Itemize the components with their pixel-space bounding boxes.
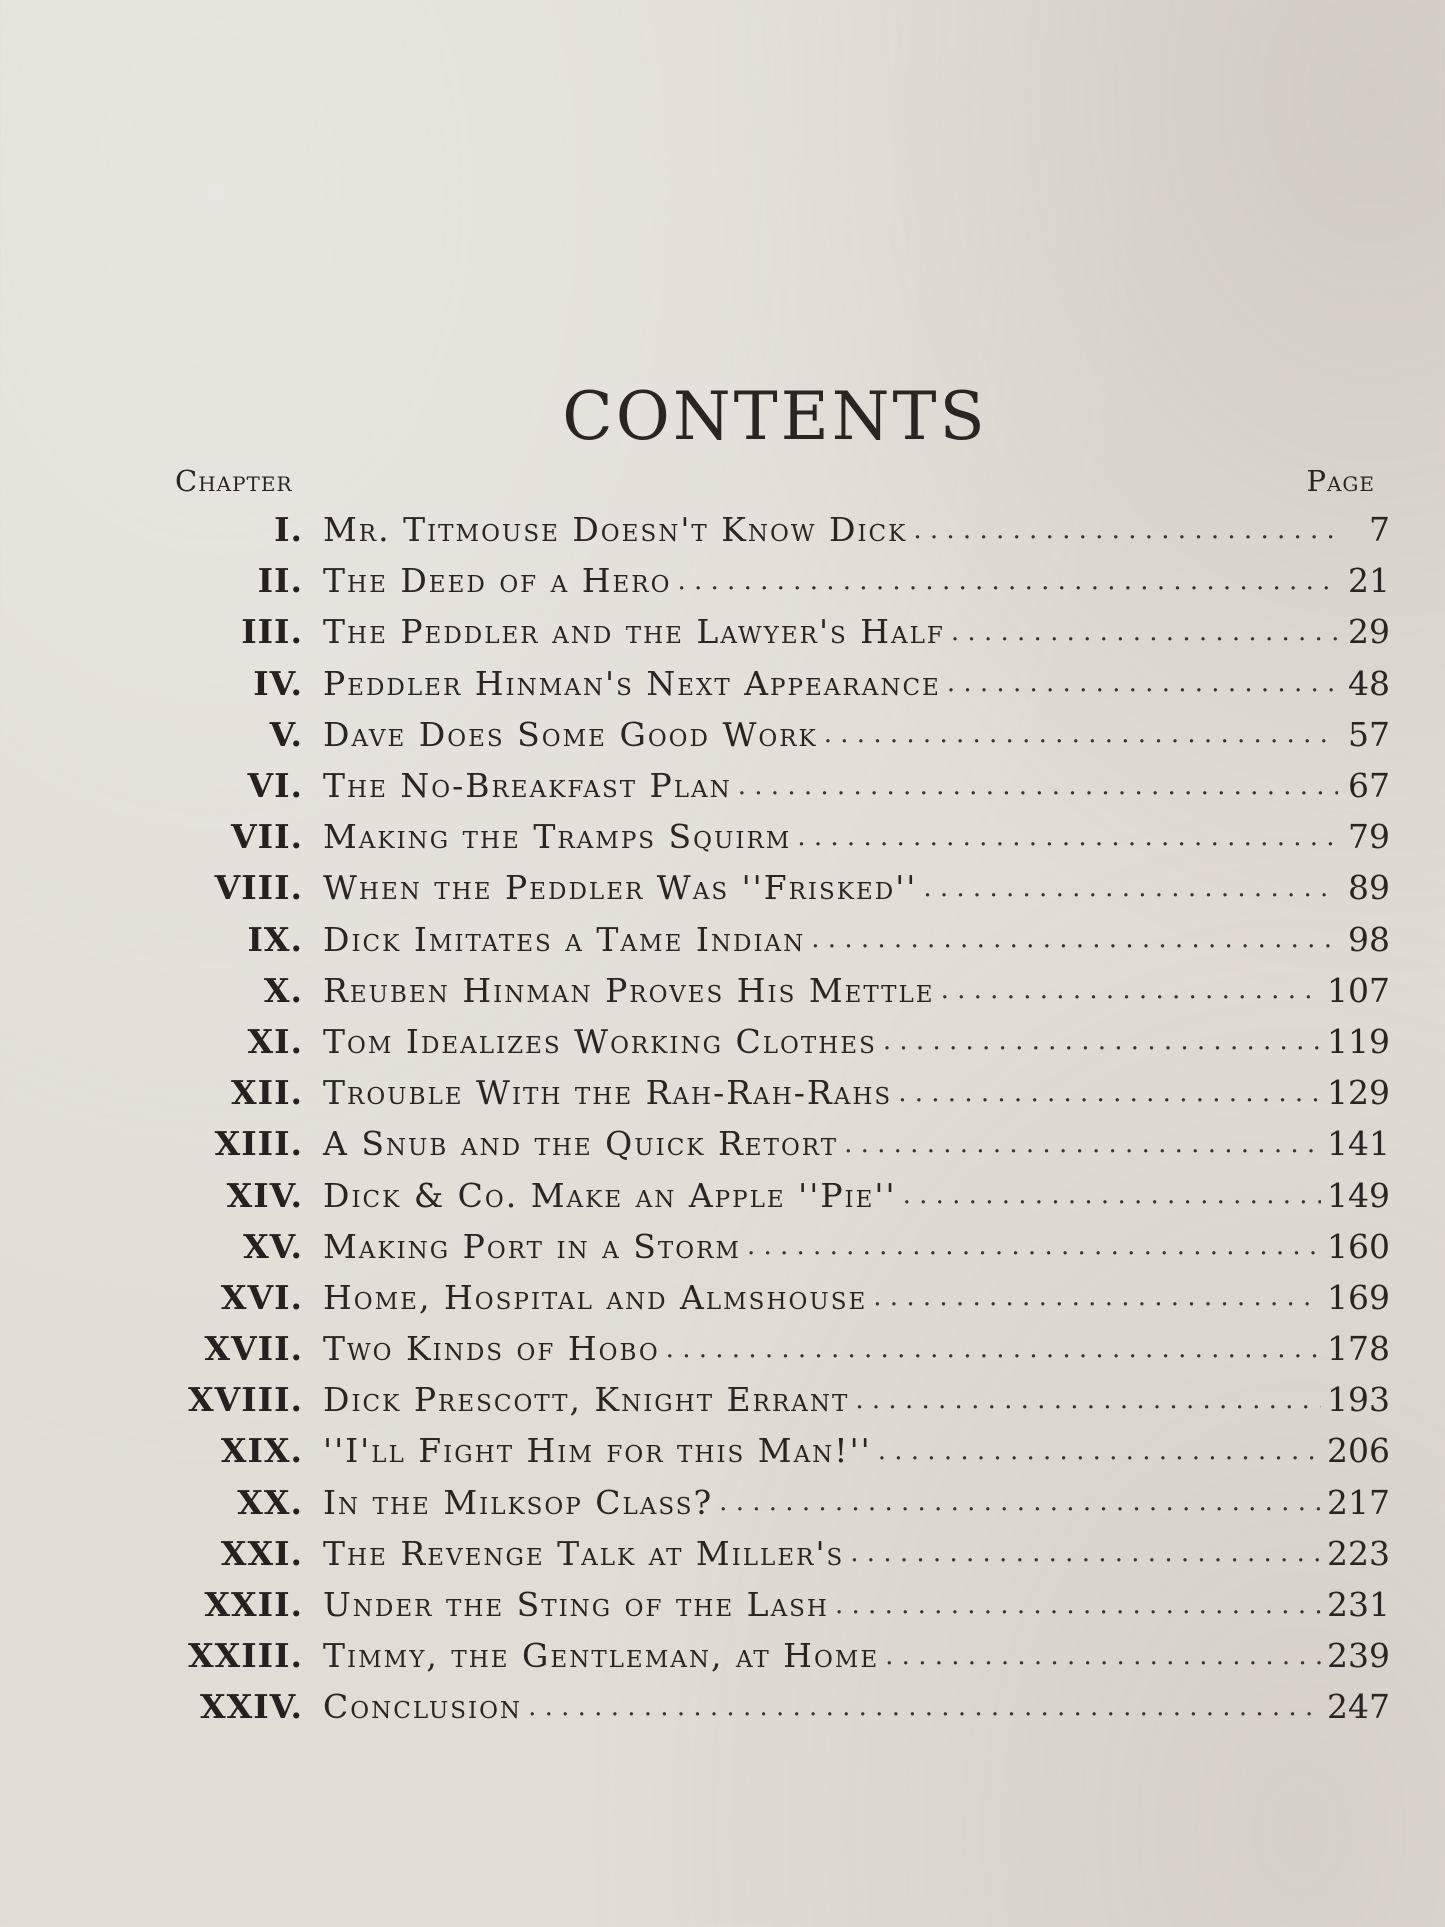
page-number: 231 [1327,1585,1390,1625]
chapter-title: Making the Tramps Squirm [323,817,792,857]
chapter-title: The Revenge Talk at Miller's [323,1533,845,1573]
chapter-number: VIII. [214,868,303,908]
toc-entry [150,1477,1390,1528]
toc-entry [150,1169,1390,1220]
chapter-column-label: Chapter [175,464,293,498]
chapter-title: Trouble With the Rah-Rah-Rahs [323,1073,893,1113]
chapter-title: Mr. Titmouse Doesn't Know Dick [323,510,908,550]
chapter-number: X. [263,970,303,1010]
page-number: 89 [1348,868,1390,908]
page-number: 178 [1327,1329,1390,1369]
dot-leader [878,1438,1321,1464]
dot-leader [923,875,1338,901]
chapter-number: XIX. [220,1431,303,1471]
chapter-number: XXI. [220,1533,303,1573]
chapter-number: XVII. [204,1329,303,1369]
page-number: 29 [1348,612,1390,652]
chapter-title: Conclusion [323,1687,523,1727]
chapter-title: Making Port in a Storm [323,1226,741,1266]
dot-leader [873,1284,1321,1310]
page-number: 193 [1327,1380,1390,1420]
dot-leader [844,1131,1321,1157]
toc-entry [150,1272,1390,1323]
dot-leader [811,926,1338,952]
toc-entry [150,760,1390,811]
toc-entry [150,1067,1390,1118]
dot-leader [797,824,1338,850]
dot-leader [947,670,1338,696]
toc-entry [150,555,1390,606]
chapter-number: VI. [247,766,303,806]
dot-leader [913,517,1338,543]
toc-entry [150,1528,1390,1579]
toc-entry [150,1221,1390,1272]
dot-leader [677,568,1338,594]
dot-leader [528,1694,1321,1720]
chapter-number: XIV. [226,1175,303,1215]
dot-leader [747,1233,1321,1259]
dot-leader [824,721,1338,747]
dot-leader [850,1540,1321,1566]
chapter-number: XX. [237,1482,303,1522]
chapter-number: I. [274,510,303,550]
page-number: 239 [1327,1636,1390,1676]
page-number: 57 [1348,714,1390,754]
page-number: 21 [1348,561,1390,601]
chapter-title: A Snub and the Quick Retort [323,1124,839,1164]
dot-leader [738,773,1338,799]
toc-entry [150,1681,1390,1732]
chapter-title: The Deed of a Hero [323,561,672,601]
toc-entry [150,1579,1390,1630]
chapter-number: XXII. [204,1585,303,1625]
toc-entry [150,709,1390,760]
toc-entry [150,1630,1390,1681]
chapter-title: The No-Breakfast Plan [323,766,732,806]
page-number: 149 [1327,1175,1390,1215]
chapter-number: XVI. [220,1277,303,1317]
chapter-number: III. [241,612,303,652]
chapter-title: When the Peddler Was ''Frisked'' [323,868,918,908]
chapter-title: Tom Idealizes Working Clothes [323,1021,877,1061]
chapter-number: XV. [243,1226,303,1266]
toc-entry [150,1323,1390,1374]
chapter-number: V. [269,714,303,754]
toc-entry [150,811,1390,862]
dot-leader [719,1489,1321,1515]
chapter-number: II. [257,561,303,601]
chapter-title: Dick & Co. Make an Apple ''Pie'' [323,1175,897,1215]
page-number: 119 [1327,1021,1390,1061]
page-number: 141 [1327,1124,1390,1164]
dot-leader [951,619,1338,645]
toc-entry [150,606,1390,657]
dot-leader [898,1080,1321,1106]
page-number: 107 [1327,970,1390,1010]
chapter-title: Dick Imitates a Tame Indian [323,919,806,959]
chapter-number: IV. [253,663,303,703]
toc-entry [150,1118,1390,1169]
toc-entry [150,658,1390,709]
table-of-contents [150,504,1390,1733]
toc-entry [150,504,1390,555]
chapter-number: XXIII. [187,1636,303,1676]
chapter-number: VII. [231,817,303,857]
page-number: 48 [1348,663,1390,703]
chapter-title: Peddler Hinman's Next Appearance [323,663,941,703]
page-number: 160 [1327,1226,1390,1266]
page-number: 247 [1327,1687,1390,1727]
chapter-title: The Peddler and the Lawyer's Half [323,612,945,652]
dot-leader [855,1387,1321,1413]
chapter-title: Timmy, the Gentleman, at Home [323,1636,880,1676]
page-number: 67 [1348,766,1390,806]
dot-leader [666,1336,1321,1362]
page-number: 223 [1327,1533,1390,1573]
dot-leader [941,977,1321,1003]
chapter-number: IX. [247,919,303,959]
chapter-title: Two Kinds of Hobo [323,1329,660,1369]
page-number: 7 [1369,510,1390,550]
chapter-title: Home, Hospital and Almshouse [323,1277,868,1317]
chapter-number: XII. [231,1073,303,1113]
page-number: 217 [1327,1482,1390,1522]
page-number: 129 [1327,1073,1390,1113]
chapter-title: Reuben Hinman Proves His Mettle [323,970,935,1010]
toc-entry [150,1425,1390,1476]
toc-entry [150,1016,1390,1067]
page-column-label: Page [1306,464,1375,498]
chapter-title: Dick Prescott, Knight Errant [323,1380,850,1420]
page-number: 169 [1327,1277,1390,1317]
dot-leader [883,1028,1321,1054]
chapter-title: Under the Sting of the Lash [323,1585,829,1625]
page-number: 79 [1348,817,1390,857]
chapter-number: XI. [247,1021,303,1061]
page-number: 98 [1348,919,1390,959]
chapter-number: XVIII. [187,1380,303,1420]
dot-leader [903,1182,1321,1208]
toc-entry [150,1374,1390,1425]
toc-entry [150,914,1390,965]
chapter-number: XIII. [214,1124,303,1164]
page-number: 206 [1327,1431,1390,1471]
dot-leader [885,1643,1321,1669]
toc-entry [150,862,1390,913]
contents-title: CONTENTS [562,378,988,456]
chapter-title: Dave Does Some Good Work [323,714,818,754]
dot-leader [835,1592,1321,1618]
column-headers [175,464,1375,504]
chapter-title: ''I'll Fight Him for this Man!'' [323,1431,872,1471]
chapter-title: In the Milksop Class? [323,1482,714,1522]
toc-entry [150,965,1390,1016]
chapter-number: XXIV. [200,1687,303,1727]
